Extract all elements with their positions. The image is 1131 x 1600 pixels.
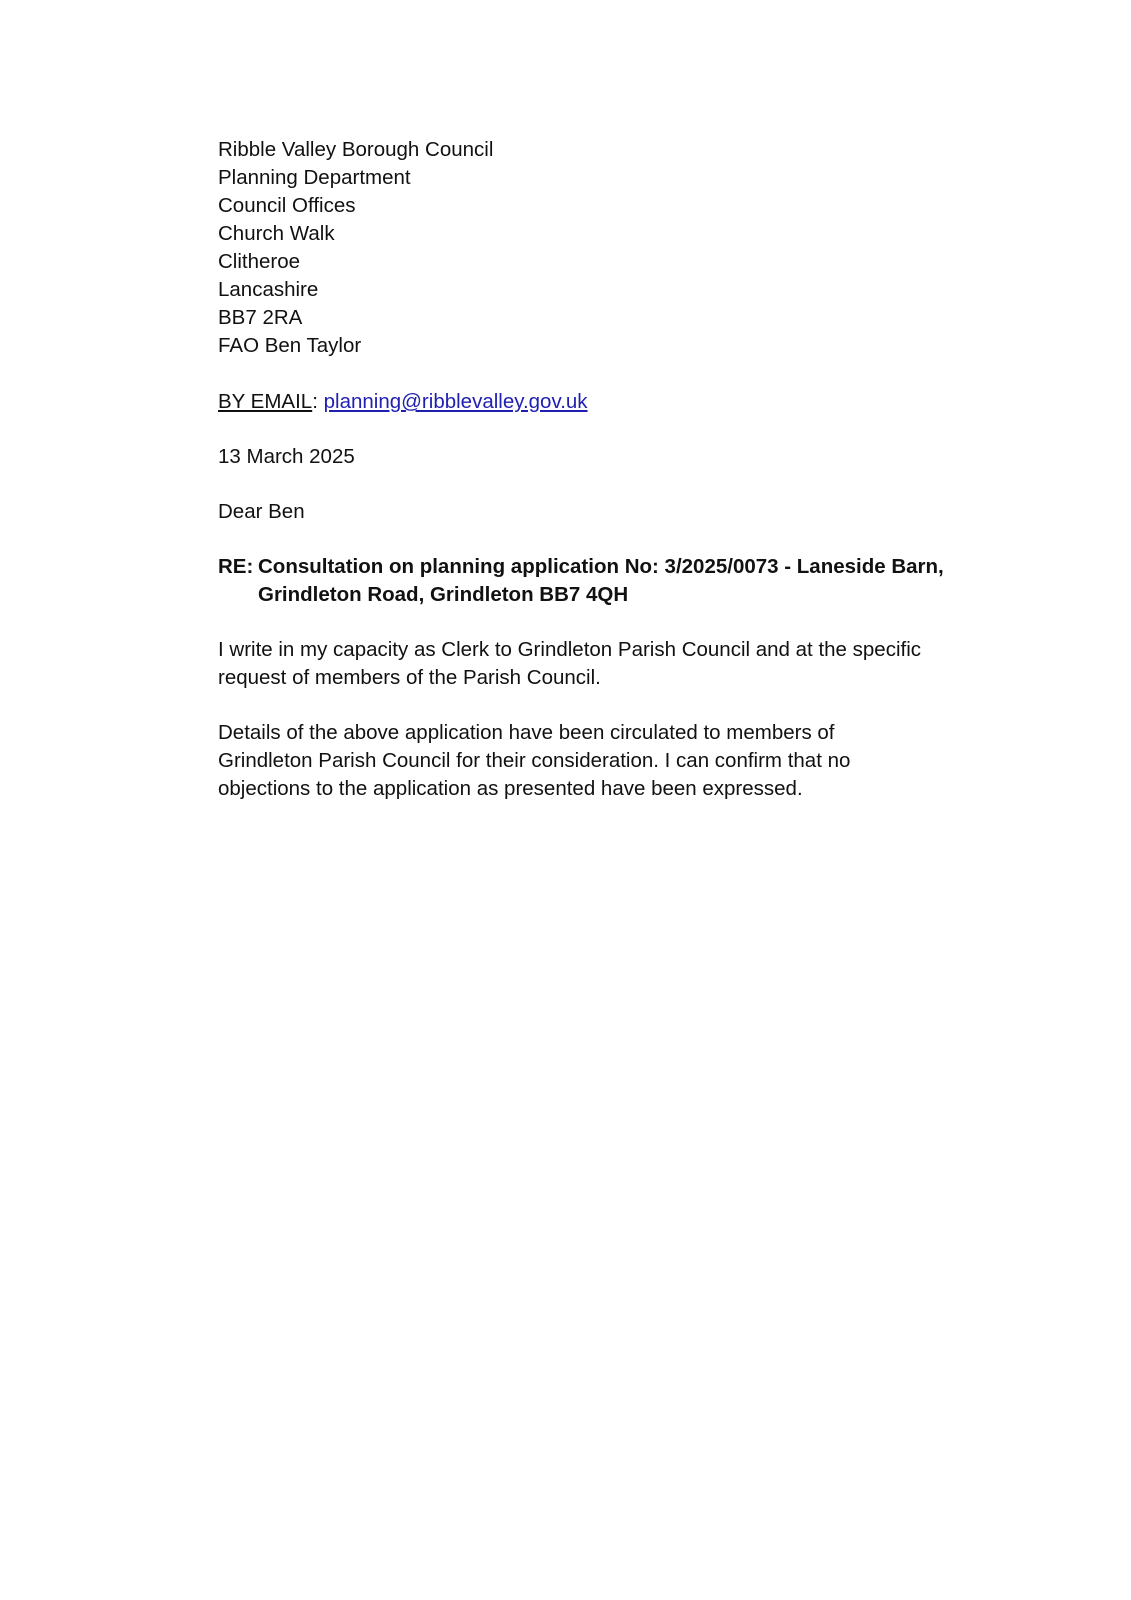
address-line: Council Offices [218,194,356,217]
body-paragraph-2 [218,719,938,803]
address-line: Lancashire [218,278,319,301]
subject-text [258,553,944,609]
paragraph-line: request of members of the Parish Council. [218,666,601,689]
letter-date: 13 March 2025 [218,445,355,468]
by-email-label: BY EMAIL [218,390,313,413]
address-line: Church Walk [218,222,335,245]
address-line: Planning Department [218,166,411,189]
address-line: Ribble Valley Borough Council [218,138,494,161]
paragraph-line: I write in my capacity as Clerk to Grindleton Parish Council and at the specific [218,638,921,661]
email-link[interactable]: planning@ribblevalley.gov.uk [323,390,588,413]
subject-line: Grindleton Road, Grindleton BB7 4QH [258,583,629,606]
address-line: BB7 2RA [218,306,303,329]
paragraph-line: Grindleton Parish Council for their consideration. I can confirm that no [218,749,851,772]
by-email-line [218,388,938,416]
subject-line: Consultation on planning application No: 3/2025/0073 - Laneside Barn, [258,555,944,578]
body-paragraph-1 [218,636,938,692]
paragraph-line: objections to the application as presented have been expressed. [218,777,803,800]
letter-content [218,136,944,803]
by-email-separator: : [312,390,318,413]
salutation: Dear Ben [218,500,305,523]
subject-heading [218,553,944,609]
address-line: Clitheroe [218,250,301,273]
recipient-address [218,136,938,360]
paragraph-line: Details of the above application have been circulated to members of [218,721,835,744]
address-line: FAO Ben Taylor [218,334,362,357]
subject-prefix: RE: [218,555,254,578]
